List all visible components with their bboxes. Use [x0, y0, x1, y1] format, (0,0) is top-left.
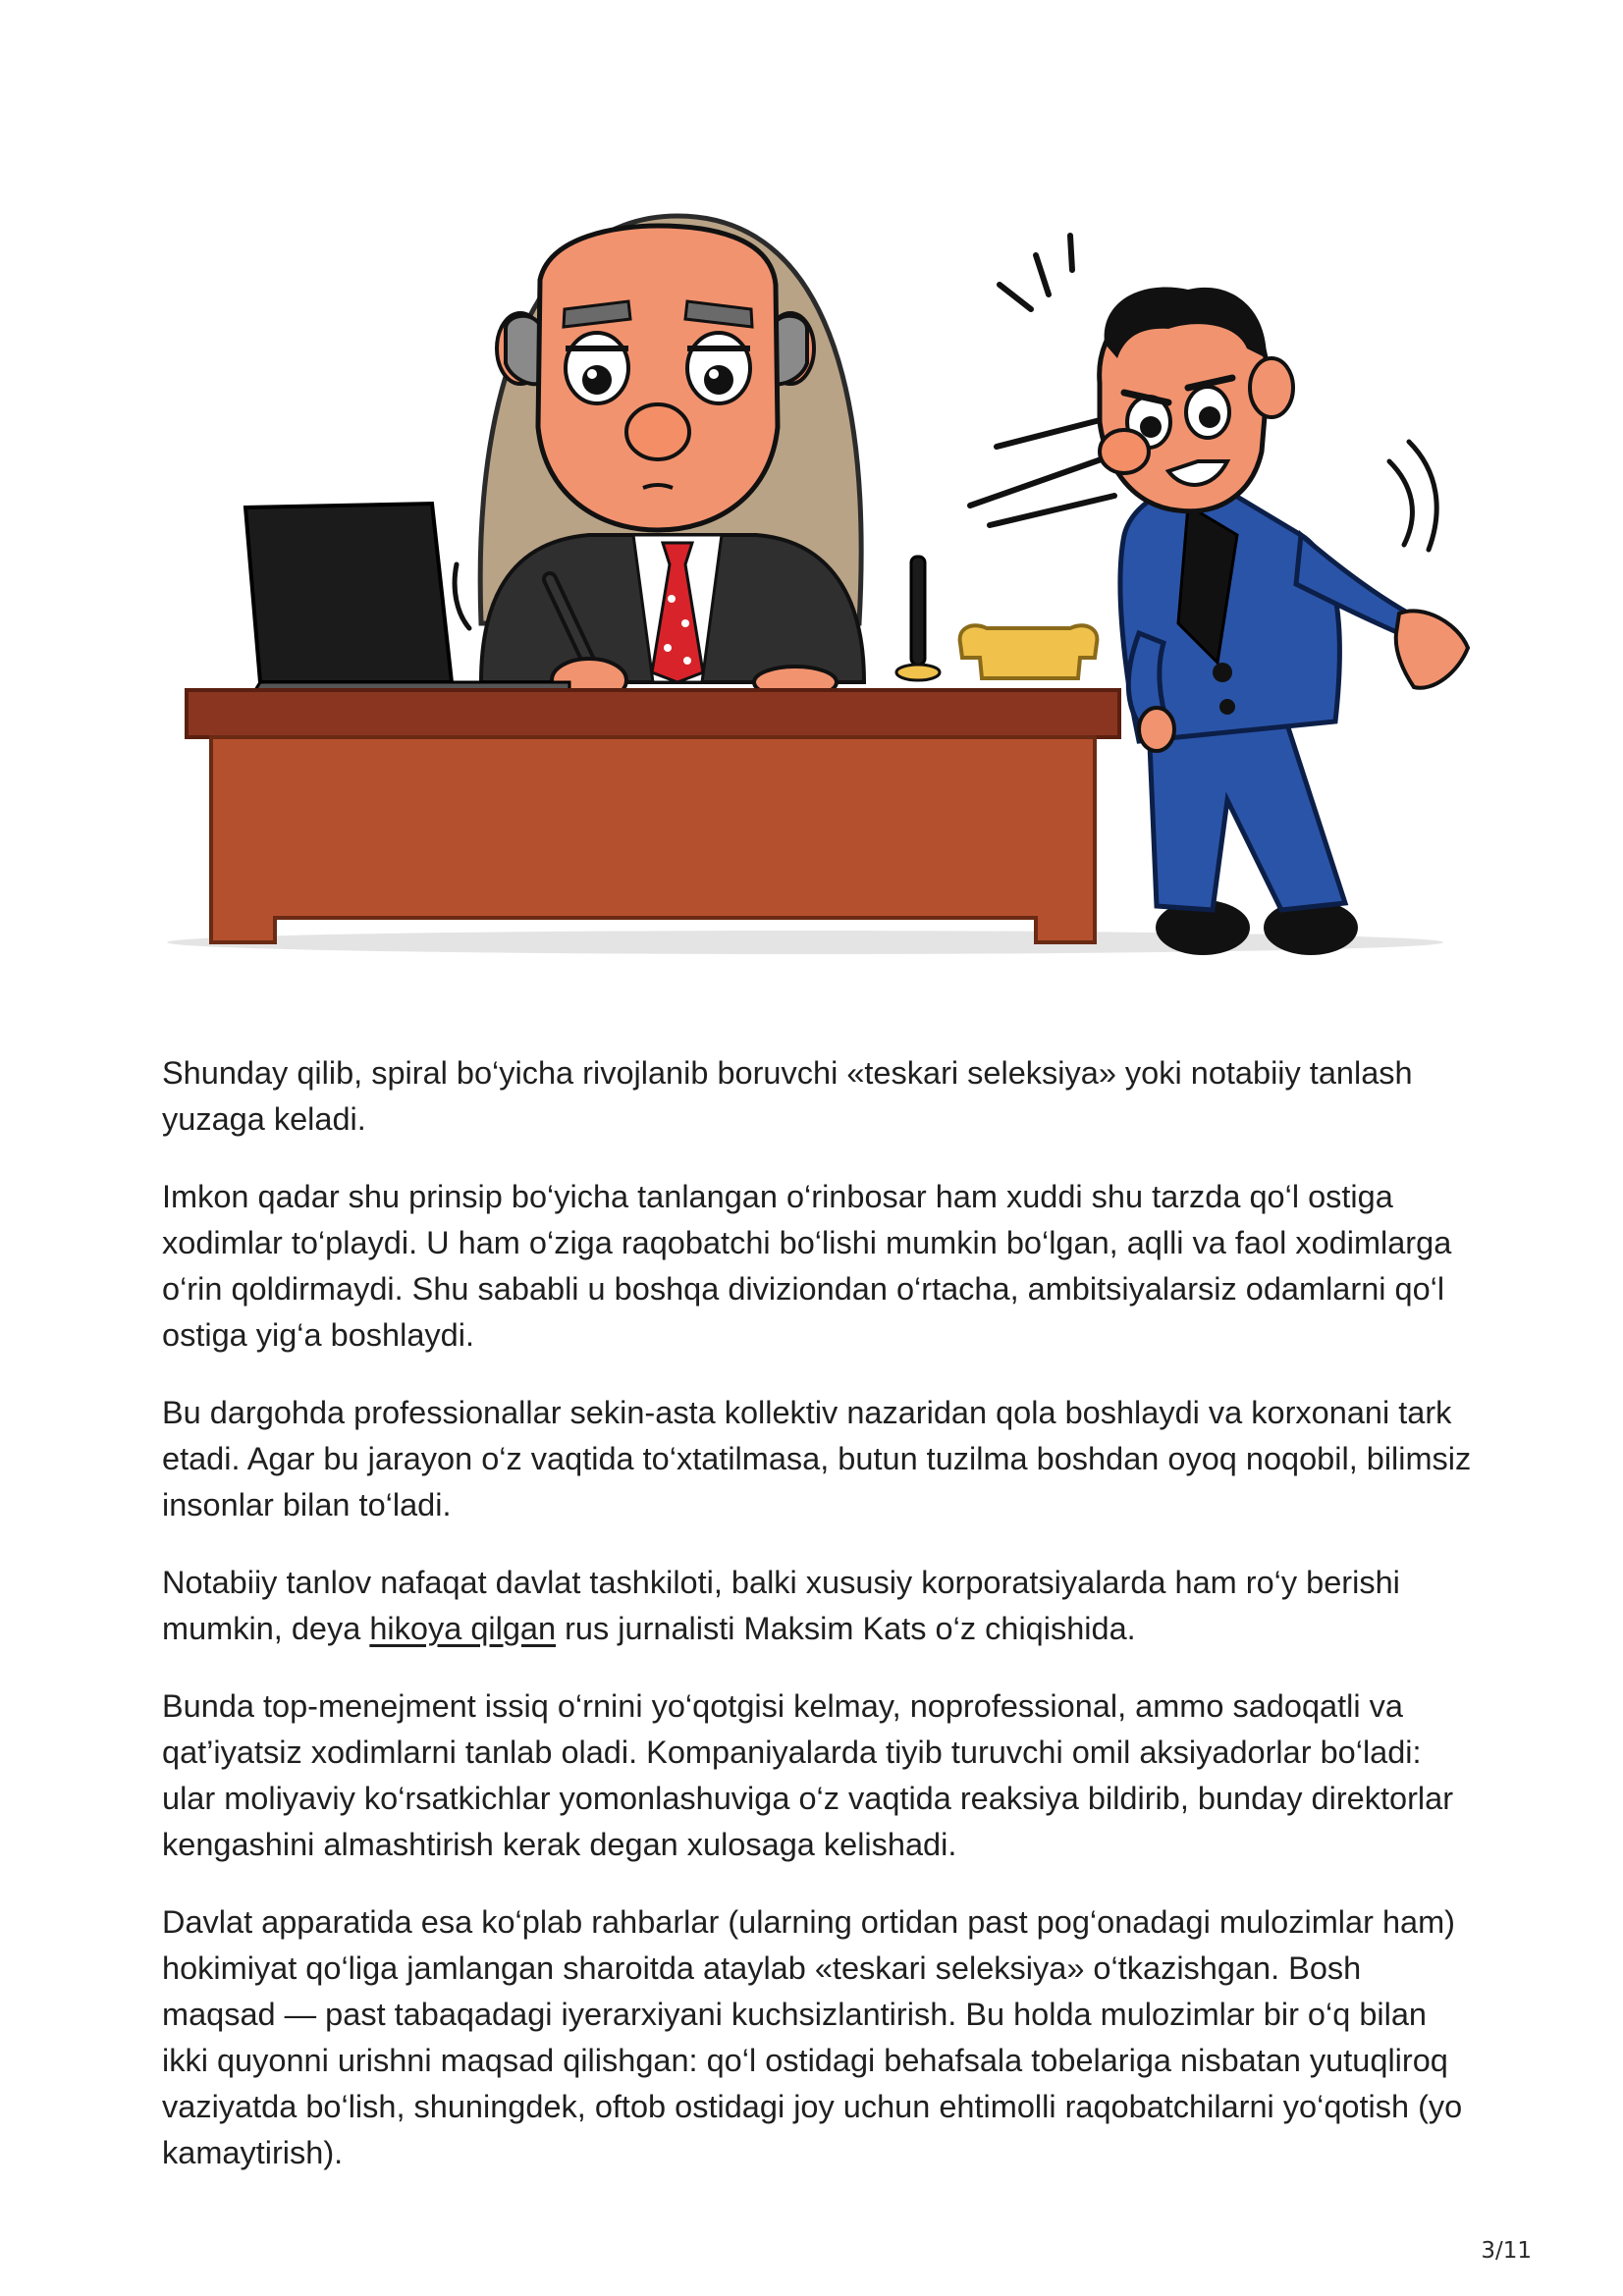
desk	[187, 690, 1119, 942]
telephone	[960, 625, 1098, 678]
paragraph-4	[162, 1560, 1478, 1652]
paragraph-1: Shunday qilib, spiral bo‘yicha rivojlanib boruvchi «teskari seleksiya» yoki notabiiy tanlash yuzaga keladi.	[162, 1055, 1413, 1137]
hikoya-qilgan-link[interactable]: hikoya qilgan	[369, 1611, 557, 1646]
paragraph-6: Davlat apparatida esa ko‘plab rahbarlar (ularning ortidan past pog‘onadagi mulozimlar ham) hokimiyat qo‘liga jamlangan sharoitda ataylab «teskari seleksiya» o‘tkazishgan. Bosh maqsad — past tabaqadagi iyerarxiyani kuchsizlantirish. Bu holda mulozimlar bir o‘q bilan ikki quyonni urishni maqsad qilishgan: qo‘l ostidagi behafsala tobelariga nisbatan yutuqliroq vaziyatda bo‘lish, shuningdek, oftob ostidagi joy uchun ehtimolli raqobatchilarni yo‘qotish (yo kamaytirish).	[162, 1904, 1463, 2170]
desk-pen	[896, 557, 940, 680]
office-cartoon-illustration	[157, 211, 1473, 972]
article-body	[162, 1050, 1478, 2208]
page-number: 3/11	[1481, 2238, 1532, 2264]
ground-shadow	[167, 931, 1443, 954]
shout-lines	[970, 236, 1114, 525]
paragraph-4-text-before: Notabiiy tanlov nafaqat davlat tashkiloti, balki xususiy korporatsiyalarda ham ro‘y berishi mumkin, deya	[162, 1565, 1400, 1646]
paragraph-4-text-after: rus jurnalisti Maksim Kats o‘z chiqishida.	[556, 1611, 1136, 1646]
subordinate-figure	[1100, 287, 1468, 955]
paragraph-2: Imkon qadar shu prinsip bo‘yicha tanlangan o‘rinbosar ham xuddi shu tarzda qo‘l ostiga xodimlar to‘playdi. U ham o‘ziga raqobatchi bo‘lishi mumkin bo‘lgan, aqlli va faol xodimlarga o‘rin qoldirmaydi. Shu sababli u boshqa diviziondan o‘rtacha, ambitsiyalarsiz odamlarni qo‘l ostiga yig‘a boshlaydi.	[162, 1179, 1452, 1353]
paragraph-3: Bu dargohda professionallar sekin-asta kollektiv nazaridan qola boshlaydi va korxonani tark etadi. Agar bu jarayon o‘z vaqtida to‘xtatilmasa, butun tuzilma boshdan oyoq noqobil, bilimsiz insonlar bilan to‘ladi.	[162, 1395, 1472, 1522]
paragraph-5: Bunda top-menejment issiq o‘rnini yo‘qotgisi kelmay, noprofessional, ammo sadoqatli va qat’iyatsiz xodimlarni tanlab oladi. Kompaniyalarda tiyib turuvchi omil aksiyadorlar bo‘ladi: ular moliyaviy ko‘rsatkichlar yomonlashuviga o‘z vaqtida reaksiya bildirib, bunday direktorlar kengashini almashtirish kerak degan xulosaga kelishadi.	[162, 1688, 1454, 1862]
